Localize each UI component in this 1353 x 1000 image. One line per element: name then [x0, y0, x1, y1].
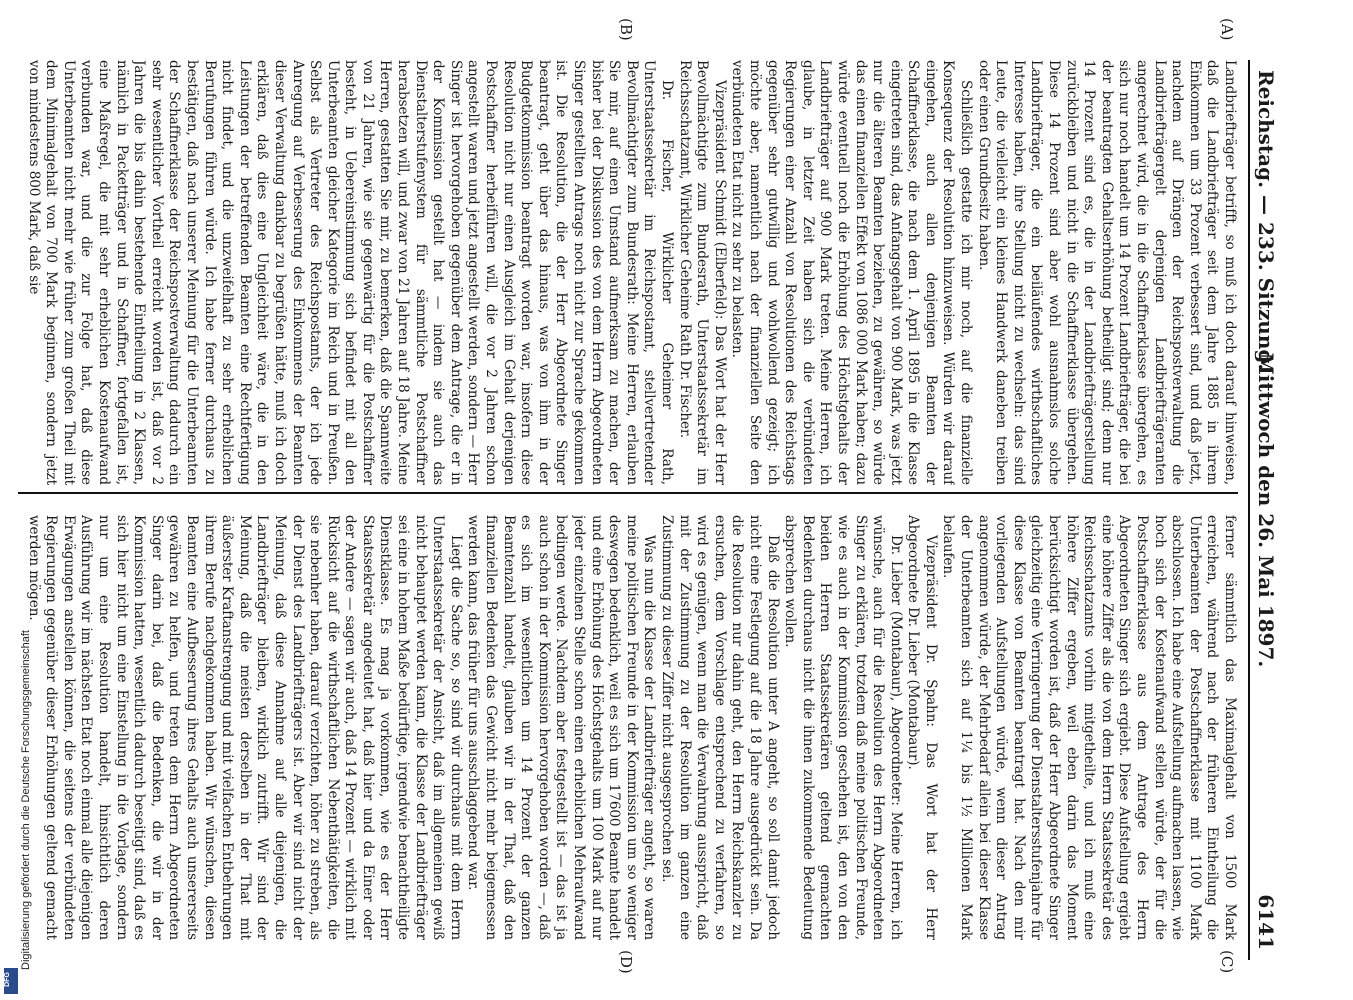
paragraph: Landbriefträger betrifft, so muß ich doch darauf hinweisen, daß die Landbriefträger seit dem Jahre 1885 in ihrem Einkommen um 33 Prozent verbessert sind, und daß jetzt, nachdem auf Drängen der Reichspostverwaltung die Landbriefträgergelt derjenigen Landbriefträgeranten angerechnet wird, die in die Schaffnerklasse übergehen, es sich nur noch handelt um 14 Prozent Landbriefträger, die bei der beantragten Gehaltserhöhung betheiligt sind; denn nur 14 Prozent sind es, die in der Landbriefträgerstellung zurückbleiben und nicht in die Schaffnerklasse übergehen. Diese 14 Prozent sind aber wohl ausnahmslos solche Landbriefträger, die ein beiläufendes wirthschaftliches Interesse haben, ihre Stellung nicht zu wechseln: das sind Leute, die vielleicht ein kleines Handwerk daneben treiben oder einen Grundbesitz haben. [975, 60, 1238, 485]
margin-mark-b: (B) [617, 18, 635, 41]
paragraph: Was nun die Klasse der Landbriefträger angeht, so waren meine politischen Freunde in der Kommission um so weniger deswegen bedenklich, weil es sich um 17600 Beamte handelt und eine Erhöhung des Höchstgehalts um 100 Mark auf nur jeder einzelnen Stelle schon einen erheblichen Mehraufwand bedingen werde. Nachdem aber festgestellt ist — das ist ja auch schon in der Kommission hervorgehoben worden —, daß es sich im wesentlichen um 14 Prozent der ganzen Beamtenzahl handelt, glauben wir in der That, daß den finanziellen Bedenken das Gewicht nicht mehr beigemessen werden kann, das früher für uns ausschlaggebend war. [465, 515, 658, 940]
digitization-credit [0, 0, 32, 1000]
left-column [18, 60, 1238, 485]
column-divider [18, 492, 1238, 494]
paragraph: Vizepräsident Schmidt (Elberfeld): Das Wort hat der Herr Bevollmächtigte zum Bundesrath, Unterstaatssekretär im Reichsschatzamt, Wirklicher Geheime Rath Dr. Fischer. [676, 60, 728, 485]
right-column [18, 515, 1238, 940]
credit-text: Digitalisierung gefördert durch die Deutsche Forschungsgemeinschaft [20, 630, 32, 970]
page-number: 6141 [1254, 894, 1278, 950]
paragraph: Dr. Lieber (Montabaur), Abgeordneter: Meine Herren, ich wünsche, auch für die Resolution des Herrn Abgeordneten Singer zu erklären, trotzdem daß meine politischen Freunde, wie es auch in der Kommission geschehen ist, den von den beiden Herren Staatssekretären geltend gemachten Bedenken durchaus nicht die ihnen zukommende Bedeutung absprechen wollen. [782, 515, 904, 940]
header-date: Mittwoch den 26. Mai 1897. [1254, 352, 1278, 668]
margin-mark-c: (C) [1218, 950, 1236, 974]
margin-mark-a: (A) [1218, 18, 1236, 41]
paragraph: Schließlich gestatte ich mir noch, auf die finanzielle Konsequenz der Resolution hinzuweisen. Würden wir darauf eingehen, auch allen denjenigen Beamten der Schaffnerklasse, die nach dem 1. April 1895 in die Klasse eingetreten sind, das Anfangsgehalt von 900 Mark, was jetzt nur die älteren Beamten beziehen, zu gewähren, so würde das einen finanziellen Effekt von 1086 000 Mark haben; dazu würde eventuell noch die Erhöhung des Höchstgehalts der Landbriefträger auf 900 Mark treten. Meine Herren, ich glaube, in letzter Zeit haben sich die verbündeten Regierungen einer Anzahl von Resolutionen des Reichstags gegenüber sehr gutwillig und wohlwollend gezeigt; ich möchte aber, namentlich nach der finanziellen Seite den verbündeten Etat nicht zu sehr zu belasten. [729, 60, 975, 485]
dfg-logo [4, 968, 18, 994]
page-header [1248, 60, 1280, 960]
header-left: Reichstag. — 233. Sitzung. [1254, 70, 1278, 371]
paragraph: Dr. Fischer, Wirklicher Geheimer Rath, Unterstaatssekretär im Reichspostamt, stellvertretender Bevollmächtigter zum Bundesrath: Meine Herren, erlauben Sie mir, auf einen Umstand aufmerksam zu machen, der bisher bei der Diskussion des von dem Herrn Abgeordneten Singer gestellten Antrags noch nicht zur Sprache gekommen ist. Die Resolution, die der Herr Abgeordnete Singer beantragt, geht über das hinaus, was von ihm in der Budgetkommission beantragt worden war, insofern diese Resolution nicht nur einen Ausgleich im Gehalt derjenigen Postschaffner herbeiführen will, die vor 2 Jahren schon angestellt waren und jetzt angestellt werden, sondern — Herr Singer ist hervorgehoben gegenüber dem Antrage, die er in der Kommission gestellt hat — indem sie auch das Dienstalterstufenystem für sämmtliche Postschaffner herabsetzen will, und zwar von 21 Jahren auf 18 Jahre. Meine Herren, gestatten Sie mir, zu bemerken, daß die Spannweite von 21 Jahren, wie sie gegenwärtig für die Postschaffner besteht, in Uebereinstimmung sich befindet mit all den Unterbeamten gleicher Kategorie im Reich und in Preußen. Selbst als Vertreter des Reichspostamts, der ich jede Anregung auf Verbesserung des Einkommens der Beamten dieser Verwaltung dankbar zu begrüßen hätte, muß ich doch erklären, daß dies eine Ungleichheit wäre, die in den Leistungen der betreffenden Beamten eine Rechtfertigung nicht findet, und die unzweifelhaft zu sehr erheblichen Berufungen führen würde. Ich habe ferner durchaus zu bestätigen, daß nach unserer Meinung für die Unterbeamten der Schaffnerklasse der Reichspostverwaltung dadurch ein sehr wesentlicher Vortheil erreicht worden ist, daß vor 2 Jahren die bis dahin bestehende Eintheilung in 2 Klassen, nämlich in Packetträger und in Schaffner, fortgefallen ist, eine Maßregel, die mit sehr erheblichen Kostenaufwand verbunden war, und die zur Folge hat, daß diese Unterbeamten nicht mehr wie früher zum großen Theil mit dem Minimalgehalt von 700 Mark beginnen, sondern jetzt von mindestens 800 Mark, daß sie [25, 60, 675, 485]
dfg-logo-text: DFG [3, 972, 11, 987]
paragraph: Liegt die Sache so, so sind wir durchaus mit dem Herrn Unterstaatssekretär der Ansicht, daß im allgemeinen gewiß nicht behauptet werden kann, die Klasse der Landbriefträger sei eine in hohem Maße bedürftige, irgendwie benachtheiligte Dienstklasse. Es mag ja vorkommen, wie es der Herr Staatssekretär angedeutet hat, daß hier und da Einer oder der Andere — sagen wir auch, daß 14 Prozent — wirklich mit Rücksicht auf die wirthschaftlichen Nebenthätigkeiten, die sie nebenher haben, darauf verzichten, höher zu streben, als der Dienst des Landbriefträgers ist. Aber wir sind nicht der Meinung, daß diese Annahme auf alle diejenigen, die Landbriefträger bleiben, wirklich zutrifft. Wir sind der Meinung, daß die meisten derselben in der That mit äußerster Kraftanstrengung und mit vielfachen Entbehrungen ihrem Berufe nachgekommen haben. Wir wünschen, diesen Beamten eine Aufbesserung ihres Gehalts auch unsererseits gewähren zu helfen, und treten dem Herrn Abgeordneten Singer darin bei, daß die Bedenken, die wir in der Kommission hatten, wesentlich dadurch beseitigt sind, daß es sich hier nicht um eine Einstellung in die Vorlage, sondern nur um eine Resolution handelt, hinsichtlich deren Ausführung wir im nächsten Etat noch einmal alle diejenigen Erwägungen anstellen können, die seitens der verbündeten Regierungen gegenüber dieser Erhöhungen geltend gemacht werden mögen. [25, 515, 464, 940]
margin-mark-d: (D) [617, 950, 635, 974]
paragraph: Vizepräsident Dr. Spahn: Das Wort hat der Herr Abgeordnete Dr. Lieber (Montabaur). [905, 515, 939, 940]
paragraph: ferner sämmtlich das Maximalgehalt von 1500 Mark erreichen, während nach der früheren Eintheilung die Unterbeamten der Postschaffnerklasse mit 1100 Mark abschlossen. Ich habe eine Aufstellung aufmachen lassen, wie hoch sich der Kostenaufwand stellen würde, der für die Postschaffnerklasse aus dem Antrage des Herrn Abgeordneten Singer sich ergiebt. Diese Aufstellung ergiebt eine höhere Ziffer als die von dem Herrn Staatssekretär des Reichsschatzamts vorhin mitgetheilte, und ich muß eine höhere Ziffer ergeben, weil eben darin das Moment berücksichtigt worden ist, daß der Herr Abgeordnete Singer gleichzeitig eine Verringerung der Dienstaltersstufenjahre für diese Klasse von Beamten beantragt hat. Nach den mir vorliegenden Aufstellungen würde, wenn dieser Antrag angenommen würde, der Mehrbedarf allein bei dieser Klasse der Unterbeamten sich auf 1¼ bis 1½ Millionen Mark belaufen. [940, 515, 1238, 940]
paragraph: Daß die Resolution unter A angeht, so soll damit jedoch nicht eine Festlegung auf die 18 Jahre ausgedrückt sein. Da die Resolution nur dahin geht, den Herrn Reichskanzler zu ersuchen, dem Vorschlage entsprechend zu verfahren, so wird es genügen, wenn man die Verwahrung ausspricht, daß mit der Zustimmung zu der Resolution im ganzen eine Zustimmung zu dieser Ziffer nicht ausgesprochen sei. [659, 515, 781, 940]
